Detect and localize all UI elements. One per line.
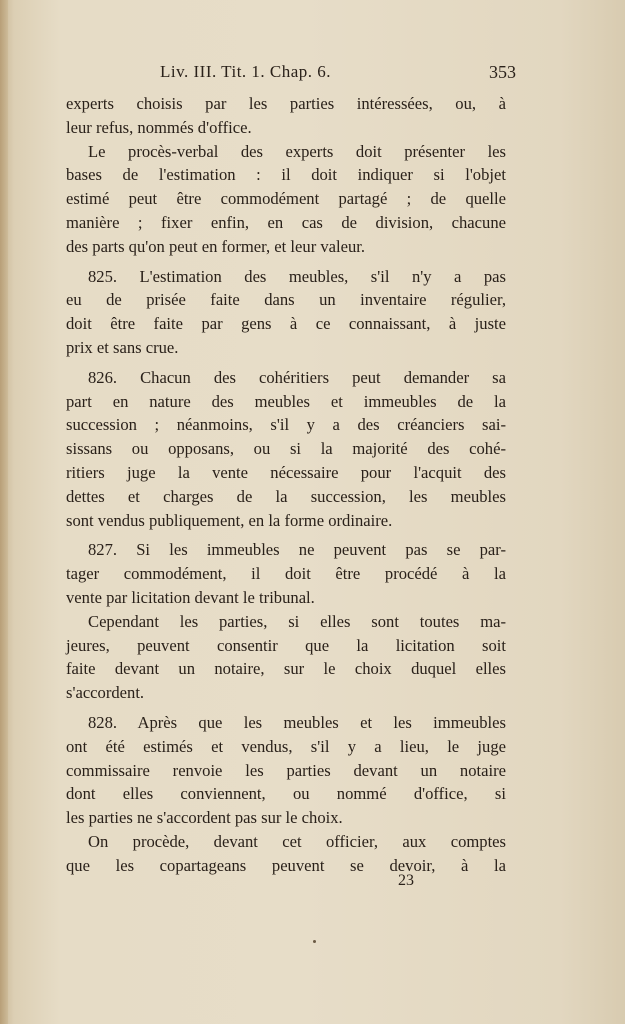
article-828 — [66, 711, 506, 830]
text-line: jeures, peuvent consentir que la licitation soit — [66, 635, 506, 655]
article-827 — [66, 538, 506, 609]
text-line: prix et sans crue. — [66, 337, 179, 357]
paragraph — [66, 92, 506, 140]
page-gutter — [0, 0, 8, 1024]
paragraph — [66, 140, 506, 259]
text-line: s'accordent. — [66, 683, 145, 703]
text-line: experts choisis par les parties intéressées, ou, à — [66, 94, 506, 113]
text-line: faite devant un notaire, sur le choix duquel elles — [66, 659, 506, 679]
text-line: Le procès-verbal des experts doit présenter les — [88, 141, 506, 161]
text-line: les parties ne s'accordent pas sur le choix. — [66, 808, 343, 828]
text-line: tager commodément, il doit être procédé à la — [66, 564, 506, 584]
text-line: On procède, devant cet officier, aux comptes — [88, 831, 506, 851]
text-line: Cependant les parties, si elles sont toutes ma- — [88, 611, 506, 631]
text-line: part en nature des meubles et immeubles de la — [66, 391, 506, 411]
text-line: des parts qu'on peut en former, et leur valeur. — [66, 236, 366, 256]
text-line: commissaire renvoie les parties devant un notaire — [66, 760, 506, 780]
signature-mark: 23 — [398, 872, 414, 889]
article-826 — [66, 366, 506, 533]
text-line: sissans ou opposans, ou si la majorité des cohé- — [66, 439, 506, 459]
text-line: ont été estimés et vendus, s'il y a lieu, le juge — [66, 736, 506, 756]
text-line: 825. L'estimation des meubles, s'il n'y a pas — [88, 266, 506, 286]
text-line: succession ; néanmoins, s'il y a des créanciers sai- — [66, 415, 506, 435]
text-line: vente par licitation devant le tribunal. — [66, 587, 315, 607]
text-line: dettes et charges de la succession, les meubles — [66, 486, 506, 506]
text-line: 826. Chacun des cohéritiers peut demander sa — [88, 367, 506, 387]
running-head — [160, 62, 516, 86]
article-825 — [66, 265, 506, 360]
text-line: ritiers juge la vente nécessaire pour l'acquit des — [66, 462, 506, 482]
text-line: leur refus, nommés d'office. — [66, 117, 252, 137]
paragraph — [66, 830, 506, 878]
text-line: manière ; fixer enfin, en cas de division, chacune — [66, 212, 506, 232]
page-number: 353 — [489, 62, 516, 82]
body-text — [66, 92, 506, 878]
text-line: bases de l'estimation : il doit indiquer si l'objet — [66, 165, 506, 185]
text-line: que les copartageans peuvent se devoir, à la — [66, 855, 506, 875]
paragraph — [66, 610, 506, 705]
running-head-title: Liv. III. Tit. 1. Chap. 6. — [160, 62, 332, 81]
text-line: estimé peut être commodément partagé ; de quelle — [66, 189, 506, 209]
paper-speck — [313, 940, 316, 943]
text-line: 827. Si les immeubles ne peuvent pas se par- — [88, 540, 506, 560]
text-line: sont vendus publiquement, en la forme ordinaire. — [66, 510, 393, 530]
text-line: dont elles conviennent, ou nommé d'office, si — [66, 784, 506, 804]
text-line: eu de prisée faite dans un inventaire régulier, — [66, 290, 506, 310]
text-line: doit être faite par gens à ce connaissant, à juste — [66, 314, 506, 334]
text-line: 828. Après que les meubles et les immeubles — [88, 712, 506, 732]
